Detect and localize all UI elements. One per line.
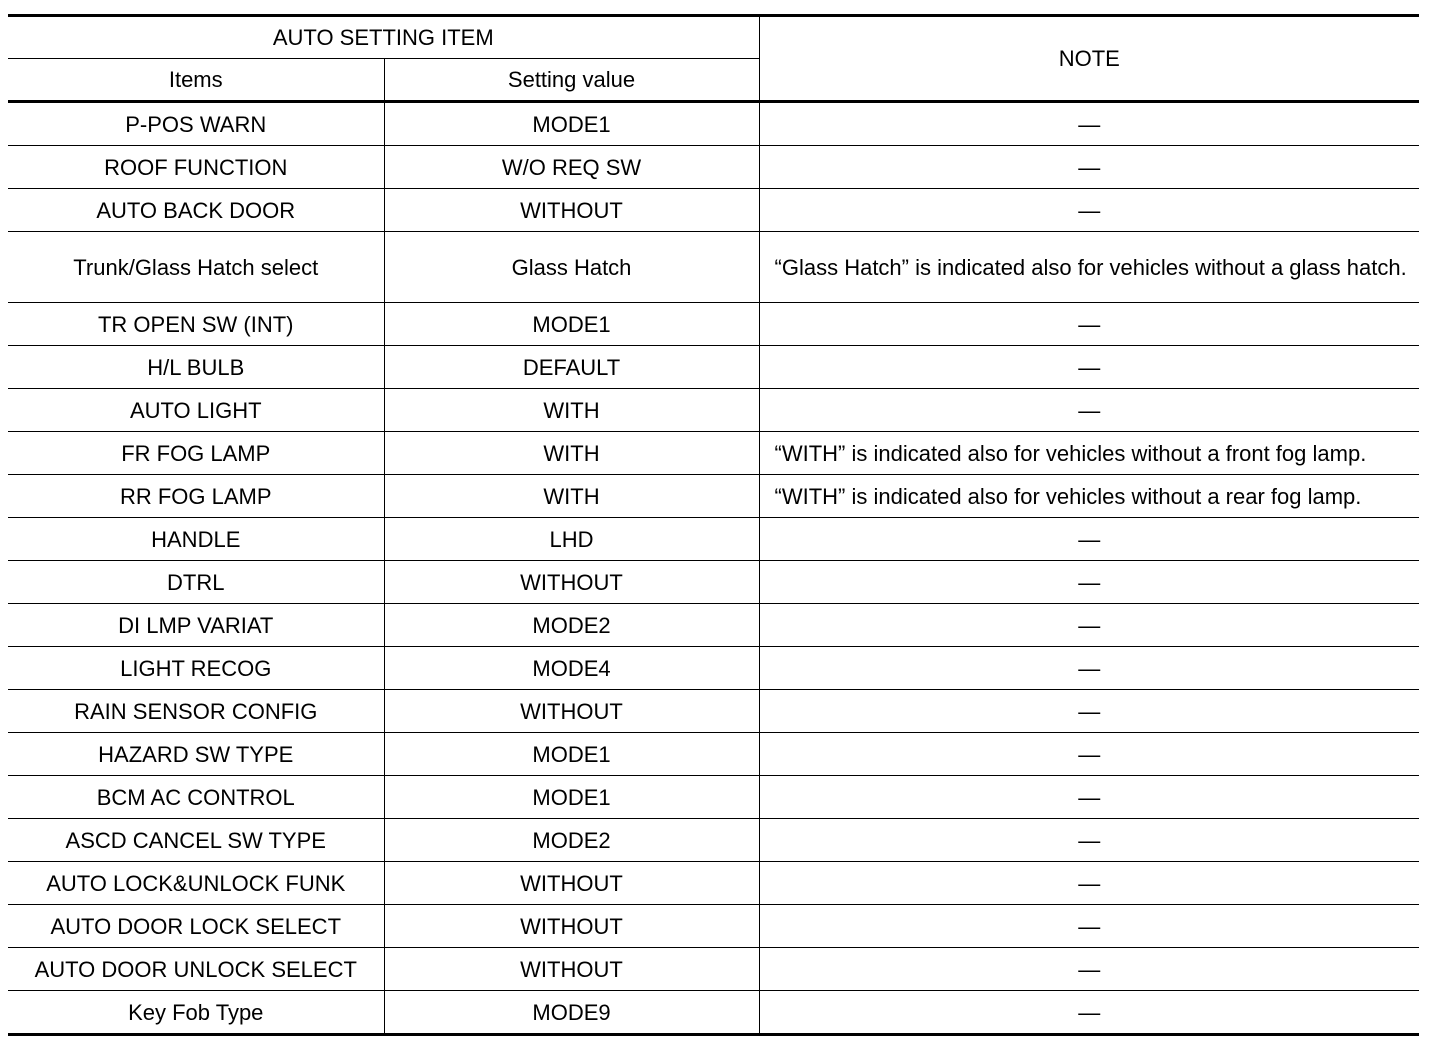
- note-cell: —: [759, 346, 1419, 389]
- value-cell: MODE4: [384, 647, 759, 690]
- item-cell: Key Fob Type: [8, 991, 384, 1035]
- table-row: [8, 561, 1419, 604]
- table-row: [8, 102, 1419, 146]
- value-cell: MODE1: [384, 102, 759, 146]
- value-cell: MODE9: [384, 991, 759, 1035]
- table-row: [8, 862, 1419, 905]
- note-cell: —: [759, 518, 1419, 561]
- table-row: [8, 346, 1419, 389]
- item-cell: LIGHT RECOG: [8, 647, 384, 690]
- value-cell: LHD: [384, 518, 759, 561]
- setting-value-header: Setting value: [384, 59, 759, 102]
- value-cell: WITH: [384, 475, 759, 518]
- table-row: [8, 690, 1419, 733]
- table-row: [8, 733, 1419, 776]
- value-cell: MODE1: [384, 776, 759, 819]
- items-header: Items: [8, 59, 384, 102]
- table-row: [8, 905, 1419, 948]
- value-cell: W/O REQ SW: [384, 146, 759, 189]
- note-cell: —: [759, 776, 1419, 819]
- item-cell: AUTO LIGHT: [8, 389, 384, 432]
- table-row: [8, 232, 1419, 303]
- auto-setting-table: [8, 14, 1419, 1036]
- note-cell: —: [759, 991, 1419, 1035]
- value-cell: WITHOUT: [384, 561, 759, 604]
- value-cell: WITH: [384, 389, 759, 432]
- value-cell: MODE1: [384, 733, 759, 776]
- note-cell: —: [759, 604, 1419, 647]
- item-cell: P-POS WARN: [8, 102, 384, 146]
- value-cell: WITHOUT: [384, 905, 759, 948]
- item-cell: AUTO DOOR LOCK SELECT: [8, 905, 384, 948]
- auto-setting-item-header: AUTO SETTING ITEM: [8, 16, 759, 59]
- item-cell: HANDLE: [8, 518, 384, 561]
- note-cell: —: [759, 647, 1419, 690]
- item-cell: ASCD CANCEL SW TYPE: [8, 819, 384, 862]
- note-cell: —: [759, 948, 1419, 991]
- item-cell: AUTO BACK DOOR: [8, 189, 384, 232]
- table-row: [8, 776, 1419, 819]
- value-cell: WITH: [384, 432, 759, 475]
- table-row: [8, 604, 1419, 647]
- value-cell: MODE1: [384, 303, 759, 346]
- note-cell: “Glass Hatch” is indicated also for vehicles without a glass hatch.: [759, 232, 1419, 303]
- note-cell: —: [759, 862, 1419, 905]
- note-cell: —: [759, 146, 1419, 189]
- item-cell: HAZARD SW TYPE: [8, 733, 384, 776]
- note-cell: —: [759, 189, 1419, 232]
- value-cell: WITHOUT: [384, 189, 759, 232]
- value-cell: Glass Hatch: [384, 232, 759, 303]
- note-cell: —: [759, 905, 1419, 948]
- item-cell: RR FOG LAMP: [8, 475, 384, 518]
- table-row: [8, 389, 1419, 432]
- table-row: [8, 303, 1419, 346]
- table-row: [8, 647, 1419, 690]
- item-cell: ROOF FUNCTION: [8, 146, 384, 189]
- item-cell: RAIN SENSOR CONFIG: [8, 690, 384, 733]
- note-cell: “WITH” is indicated also for vehicles without a front fog lamp.: [759, 432, 1419, 475]
- table-row: [8, 819, 1419, 862]
- table-row: [8, 475, 1419, 518]
- item-cell: TR OPEN SW (INT): [8, 303, 384, 346]
- item-cell: FR FOG LAMP: [8, 432, 384, 475]
- table-row: [8, 146, 1419, 189]
- note-cell: —: [759, 690, 1419, 733]
- item-cell: DTRL: [8, 561, 384, 604]
- value-cell: DEFAULT: [384, 346, 759, 389]
- item-cell: AUTO LOCK&UNLOCK FUNK: [8, 862, 384, 905]
- item-cell: Trunk/Glass Hatch select: [8, 232, 384, 303]
- value-cell: WITHOUT: [384, 690, 759, 733]
- table-row: [8, 518, 1419, 561]
- table-row: [8, 432, 1419, 475]
- item-cell: DI LMP VARIAT: [8, 604, 384, 647]
- item-cell: BCM AC CONTROL: [8, 776, 384, 819]
- value-cell: MODE2: [384, 604, 759, 647]
- value-cell: WITHOUT: [384, 948, 759, 991]
- note-cell: —: [759, 819, 1419, 862]
- note-cell: —: [759, 303, 1419, 346]
- table-row: [8, 991, 1419, 1035]
- value-cell: MODE2: [384, 819, 759, 862]
- item-cell: AUTO DOOR UNLOCK SELECT: [8, 948, 384, 991]
- note-cell: —: [759, 102, 1419, 146]
- item-cell: H/L BULB: [8, 346, 384, 389]
- value-cell: WITHOUT: [384, 862, 759, 905]
- note-header: NOTE: [759, 16, 1419, 102]
- note-cell: —: [759, 561, 1419, 604]
- table-row: [8, 948, 1419, 991]
- table-row: [8, 189, 1419, 232]
- note-cell: “WITH” is indicated also for vehicles without a rear fog lamp.: [759, 475, 1419, 518]
- note-cell: —: [759, 389, 1419, 432]
- note-cell: —: [759, 733, 1419, 776]
